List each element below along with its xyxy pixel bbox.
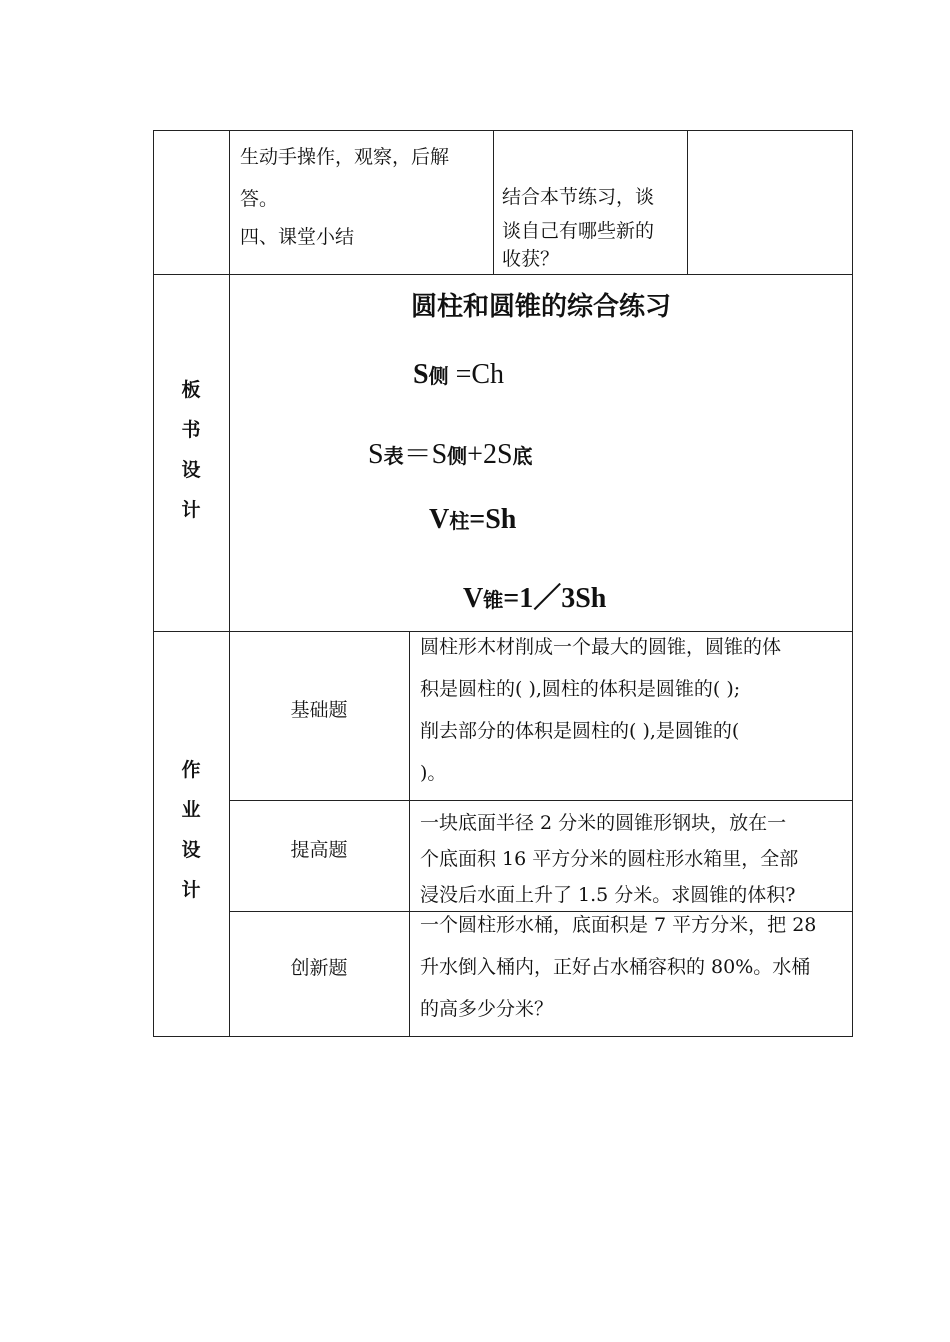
row1-text-line-2: 答。 bbox=[240, 188, 279, 210]
homework-basic-line-2: 积是圆柱的( ),圆柱的体积是圆锥的( ); bbox=[420, 678, 741, 700]
homework-basic-line-1: 圆柱形木材削成一个最大的圆锥，圆锥的体 bbox=[420, 636, 782, 658]
homework-advanced-line-1: 一块底面半径 2 分米的圆锥形钢块，放在一 bbox=[420, 812, 787, 834]
formula-symbol: V bbox=[429, 504, 450, 535]
board-label-char: 设 bbox=[181, 459, 201, 481]
formula-lateral-area bbox=[413, 359, 504, 391]
board-title: 圆柱和圆锥的综合练习 bbox=[410, 292, 671, 322]
homework-advanced-line-3: 浸没后水面上升了 1.5 分米。求圆锥的体积? bbox=[420, 884, 796, 906]
formula-symbol: S bbox=[368, 439, 384, 470]
formula-cone-volume bbox=[463, 576, 606, 616]
row1-summary-line-2: 谈自己有哪些新的 bbox=[502, 220, 655, 242]
col-divider-homework bbox=[409, 631, 410, 1037]
formula-surface-area bbox=[368, 432, 533, 472]
formula-symbol: S bbox=[413, 359, 429, 390]
homework-label-char: 业 bbox=[181, 799, 201, 821]
formula-subscript: 表 bbox=[383, 444, 404, 468]
formula-subscript: 侧 bbox=[447, 444, 468, 468]
row-divider-hw-1 bbox=[229, 800, 853, 801]
homework-label-char: 设 bbox=[181, 839, 201, 861]
table-border-top bbox=[153, 130, 853, 131]
formula-subscript: 底 bbox=[512, 444, 533, 468]
row1-summary-line-3: 收获？ bbox=[502, 248, 560, 270]
homework-type-advanced: 提高题 bbox=[290, 839, 348, 861]
homework-label-char: 计 bbox=[181, 879, 201, 901]
formula-subscript: 柱 bbox=[449, 509, 470, 533]
col-divider-row1-a bbox=[493, 130, 494, 274]
row1-summary-line-1: 结合本节练习，谈 bbox=[502, 186, 655, 208]
row1-text-line-3: 四、课堂小结 bbox=[240, 226, 355, 248]
row1-text-line-1: 生动手操作，观察，后解 bbox=[240, 146, 450, 168]
homework-type-basic: 基础题 bbox=[290, 699, 348, 721]
board-label-char: 计 bbox=[181, 499, 201, 521]
row-divider-1 bbox=[153, 274, 853, 275]
board-label-char: 书 bbox=[181, 419, 201, 441]
formula-cylinder-volume bbox=[429, 504, 516, 536]
formula-rhs: =Sh bbox=[469, 504, 517, 535]
homework-basic-line-3: 削去部分的体积是圆柱的( ),是圆锥的( bbox=[420, 720, 740, 742]
formula-subscript: 侧 bbox=[428, 364, 449, 388]
col-divider-row1-b bbox=[687, 130, 688, 274]
homework-design-label bbox=[153, 750, 229, 910]
table-border-bottom bbox=[153, 1036, 853, 1037]
homework-type-innovative: 创新题 bbox=[290, 957, 348, 979]
homework-innovative-line-2: 升水倒入桶内，正好占水桶容积的 80%。水桶 bbox=[420, 956, 811, 978]
homework-label-char: 作 bbox=[181, 759, 201, 781]
table-border-right bbox=[852, 130, 853, 1037]
homework-advanced-line-2: 个底面积 16 平方分米的圆柱形水箱里，全部 bbox=[420, 848, 799, 870]
homework-basic-line-4: )。 bbox=[420, 762, 447, 784]
formula-rhs: =Ch bbox=[448, 359, 505, 390]
formula-rhs: =1／3Sh bbox=[503, 583, 607, 614]
formula-part: ＝S bbox=[403, 439, 448, 470]
board-design-label bbox=[153, 370, 229, 530]
formula-subscript: 锥 bbox=[483, 588, 504, 612]
homework-innovative-line-1: 一个圆柱形水桶，底面积是 7 平方分米，把 28 bbox=[420, 914, 817, 936]
formula-symbol: V bbox=[463, 583, 484, 614]
formula-part: +2S bbox=[467, 439, 513, 470]
board-label-char: 板 bbox=[181, 379, 201, 401]
col-divider-1 bbox=[229, 130, 230, 1037]
homework-innovative-line-3: 的高多少分米？ bbox=[420, 998, 554, 1020]
